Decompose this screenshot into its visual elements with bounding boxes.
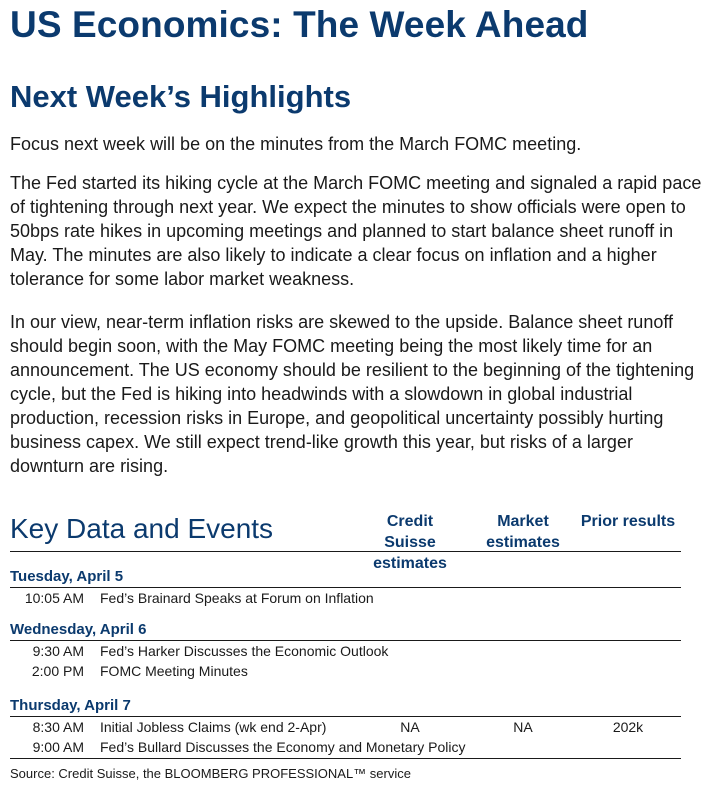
event-name: Fed’s Harker Discusses the Economic Outlook xyxy=(100,643,389,659)
day-label: Tuesday, April 5 xyxy=(10,568,124,585)
header-divider xyxy=(10,551,681,552)
highlights-paragraph: In our view, near-term inflation risks are skewed to the upside. Balance sheet runoff should begin soon, with the May FOMC meeting being the most likely time for an announcement. The US economy should be resilient to the beginning of the tightening cycle, but the Fed is hiking into headwinds with a slowdown in global industrial production, recession risks in Europe, and geopolitical uncertainty possibly hurting business capex. We still expect trend-like growth this year, but risks of a larger downturn are rising. xyxy=(10,312,695,476)
event-time: 10:05 AM xyxy=(24,590,84,606)
column-header-market-estimates: Market estimates xyxy=(486,513,560,551)
market-estimate-value: NA xyxy=(513,719,533,735)
event-time: 9:30 AM xyxy=(32,643,84,659)
event-time: 8:30 AM xyxy=(32,719,84,735)
column-header-cs-estimates: Credit Suisse estimates xyxy=(373,513,447,572)
source-note: Source: Credit Suisse, the BLOOMBERG PROFESSIONAL™ service xyxy=(10,766,411,781)
highlights-paragraph: Focus next week will be on the minutes from the March FOMC meeting. xyxy=(10,134,582,154)
day-label: Wednesday, April 6 xyxy=(10,621,147,638)
day-label: Thursday, April 7 xyxy=(10,697,131,714)
event-name: Fed’s Bullard Discusses the Economy and Monetary Policy xyxy=(100,739,466,755)
day-divider xyxy=(10,716,681,717)
page-title: US Economics: The Week Ahead xyxy=(10,4,589,45)
event-name: FOMC Meeting Minutes xyxy=(100,663,248,679)
event-time: 2:00 PM xyxy=(31,663,84,679)
column-header-prior-results: Prior results xyxy=(580,513,676,530)
prior-result-value: 202k xyxy=(612,719,644,735)
day-divider xyxy=(10,587,681,588)
cs-estimate-value: NA xyxy=(400,719,420,735)
highlights-paragraph: The Fed started its hiking cycle at the March FOMC meeting and signaled a rapid pace of tightening through next year. We expect the minutes to show officials were open to 50bps rate hikes in upcoming meetings and planned to start balance sheet runoff in May. The minutes are also likely to indicate a clear focus on inflation and a higher tolerance for some labor market weakness. xyxy=(10,173,702,289)
day-divider xyxy=(10,640,681,641)
event-time: 9:00 AM xyxy=(32,739,84,755)
highlights-heading: Next Week’s Highlights xyxy=(10,79,352,114)
event-name: Initial Jobless Claims (wk end 2-Apr) xyxy=(100,719,327,735)
key-data-heading: Key Data and Events xyxy=(10,513,274,544)
table-bottom-divider xyxy=(10,758,681,759)
event-name: Fed’s Brainard Speaks at Forum on Inflation xyxy=(100,590,374,606)
